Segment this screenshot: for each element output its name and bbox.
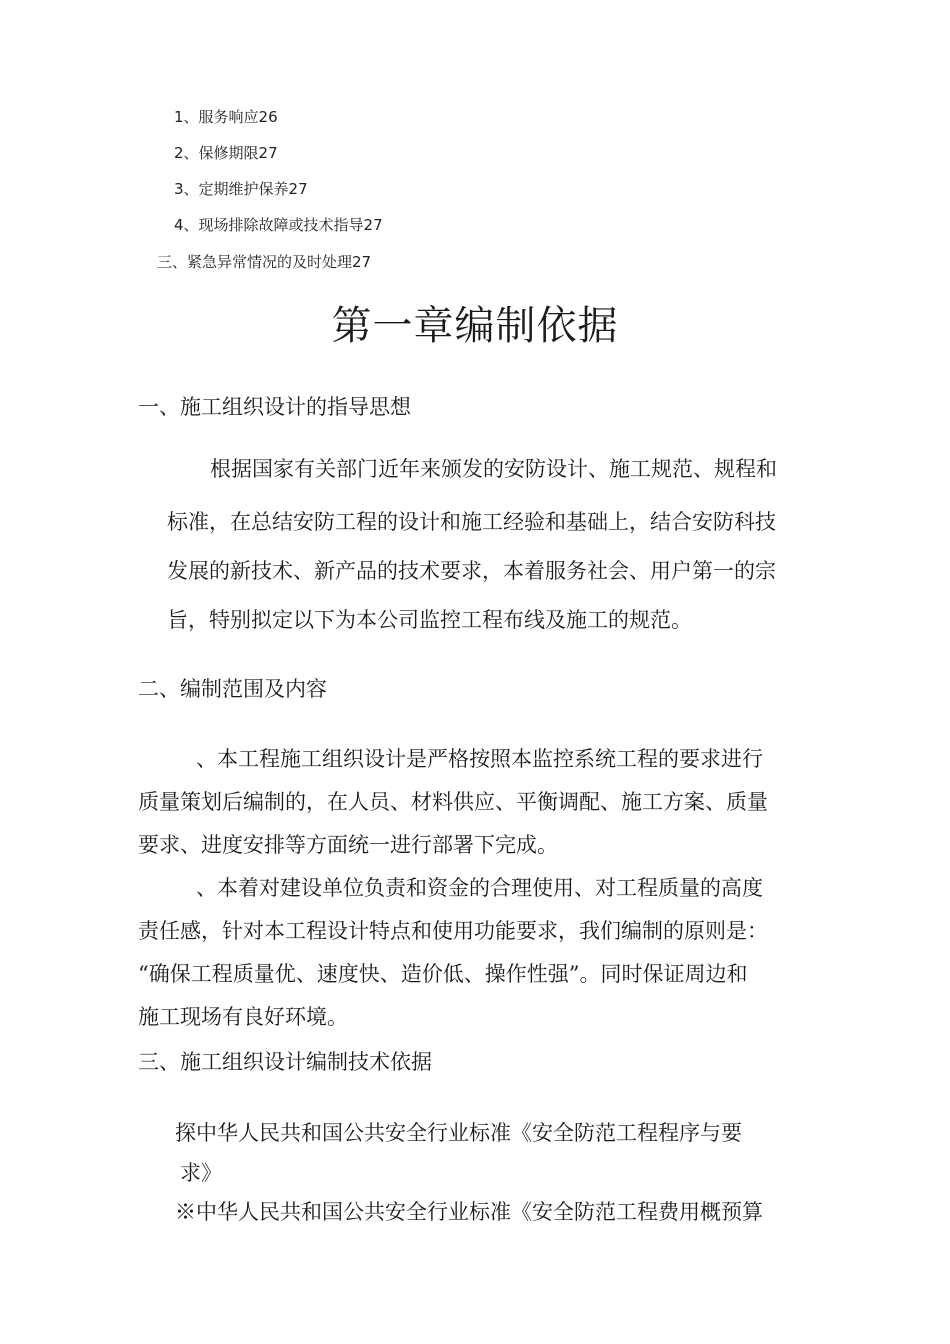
paragraph-line: 责任感，针对本工程设计特点和使用功能要求，我们编制的原则是：	[138, 919, 768, 943]
toc-item: 3、定期维护保养27	[174, 180, 308, 198]
paragraph-line: 要求、进度安排等方面统一进行部署下完成。	[138, 833, 558, 857]
section-heading: 三、施工组织设计编制技术依据	[138, 1050, 432, 1074]
paragraph-line: 、本着对建设单位负责和资金的合理使用、对工程质量的高度	[196, 876, 763, 900]
paragraph-line: “确保工程质量优、速度快、造价低、操作性强”。同时保证周边和	[138, 962, 748, 986]
paragraph-line: 、本工程施工组织设计是严格按照本监控系统工程的要求进行	[196, 747, 763, 771]
chapter-title: 第一章编制依据	[331, 303, 619, 349]
paragraph-line: 求》	[180, 1161, 222, 1185]
paragraph-line: 质量策划后编制的，在人员、材料供应、平衡调配、施工方案、质量	[138, 790, 768, 814]
paragraph-line: 探中华人民共和国公共安全行业标准《安全防范工程程序与要	[175, 1121, 742, 1145]
paragraph-line: 发展的新技术、新产品的技术要求，本着服务社会、用户第一的宗	[167, 559, 776, 583]
paragraph-line: 施工现场有良好环境。	[138, 1005, 348, 1029]
paragraph-line: 根据国家有关部门近年来颁发的安防设计、施工规范、规程和	[210, 457, 777, 481]
paragraph-line: 标准，在总结安防工程的设计和施工经验和基础上，结合安防科技	[167, 510, 776, 534]
paragraph-line: 旨，特别拟定以下为本公司监控工程布线及施工的规范。	[167, 608, 692, 632]
paragraph-line: ※中华人民共和国公共安全行业标准《安全防范工程费用概预算	[175, 1200, 763, 1224]
toc-item: 4、现场排除故障或技术指导27	[174, 216, 383, 234]
toc-item: 三、紧急异常情况的及时处理27	[157, 253, 372, 271]
section-heading: 一、施工组织设计的指导思想	[138, 395, 411, 419]
toc-item: 1、服务响应26	[174, 108, 278, 126]
toc-item: 2、保修期限27	[174, 144, 278, 162]
section-heading: 二、编制范围及内容	[138, 677, 327, 701]
